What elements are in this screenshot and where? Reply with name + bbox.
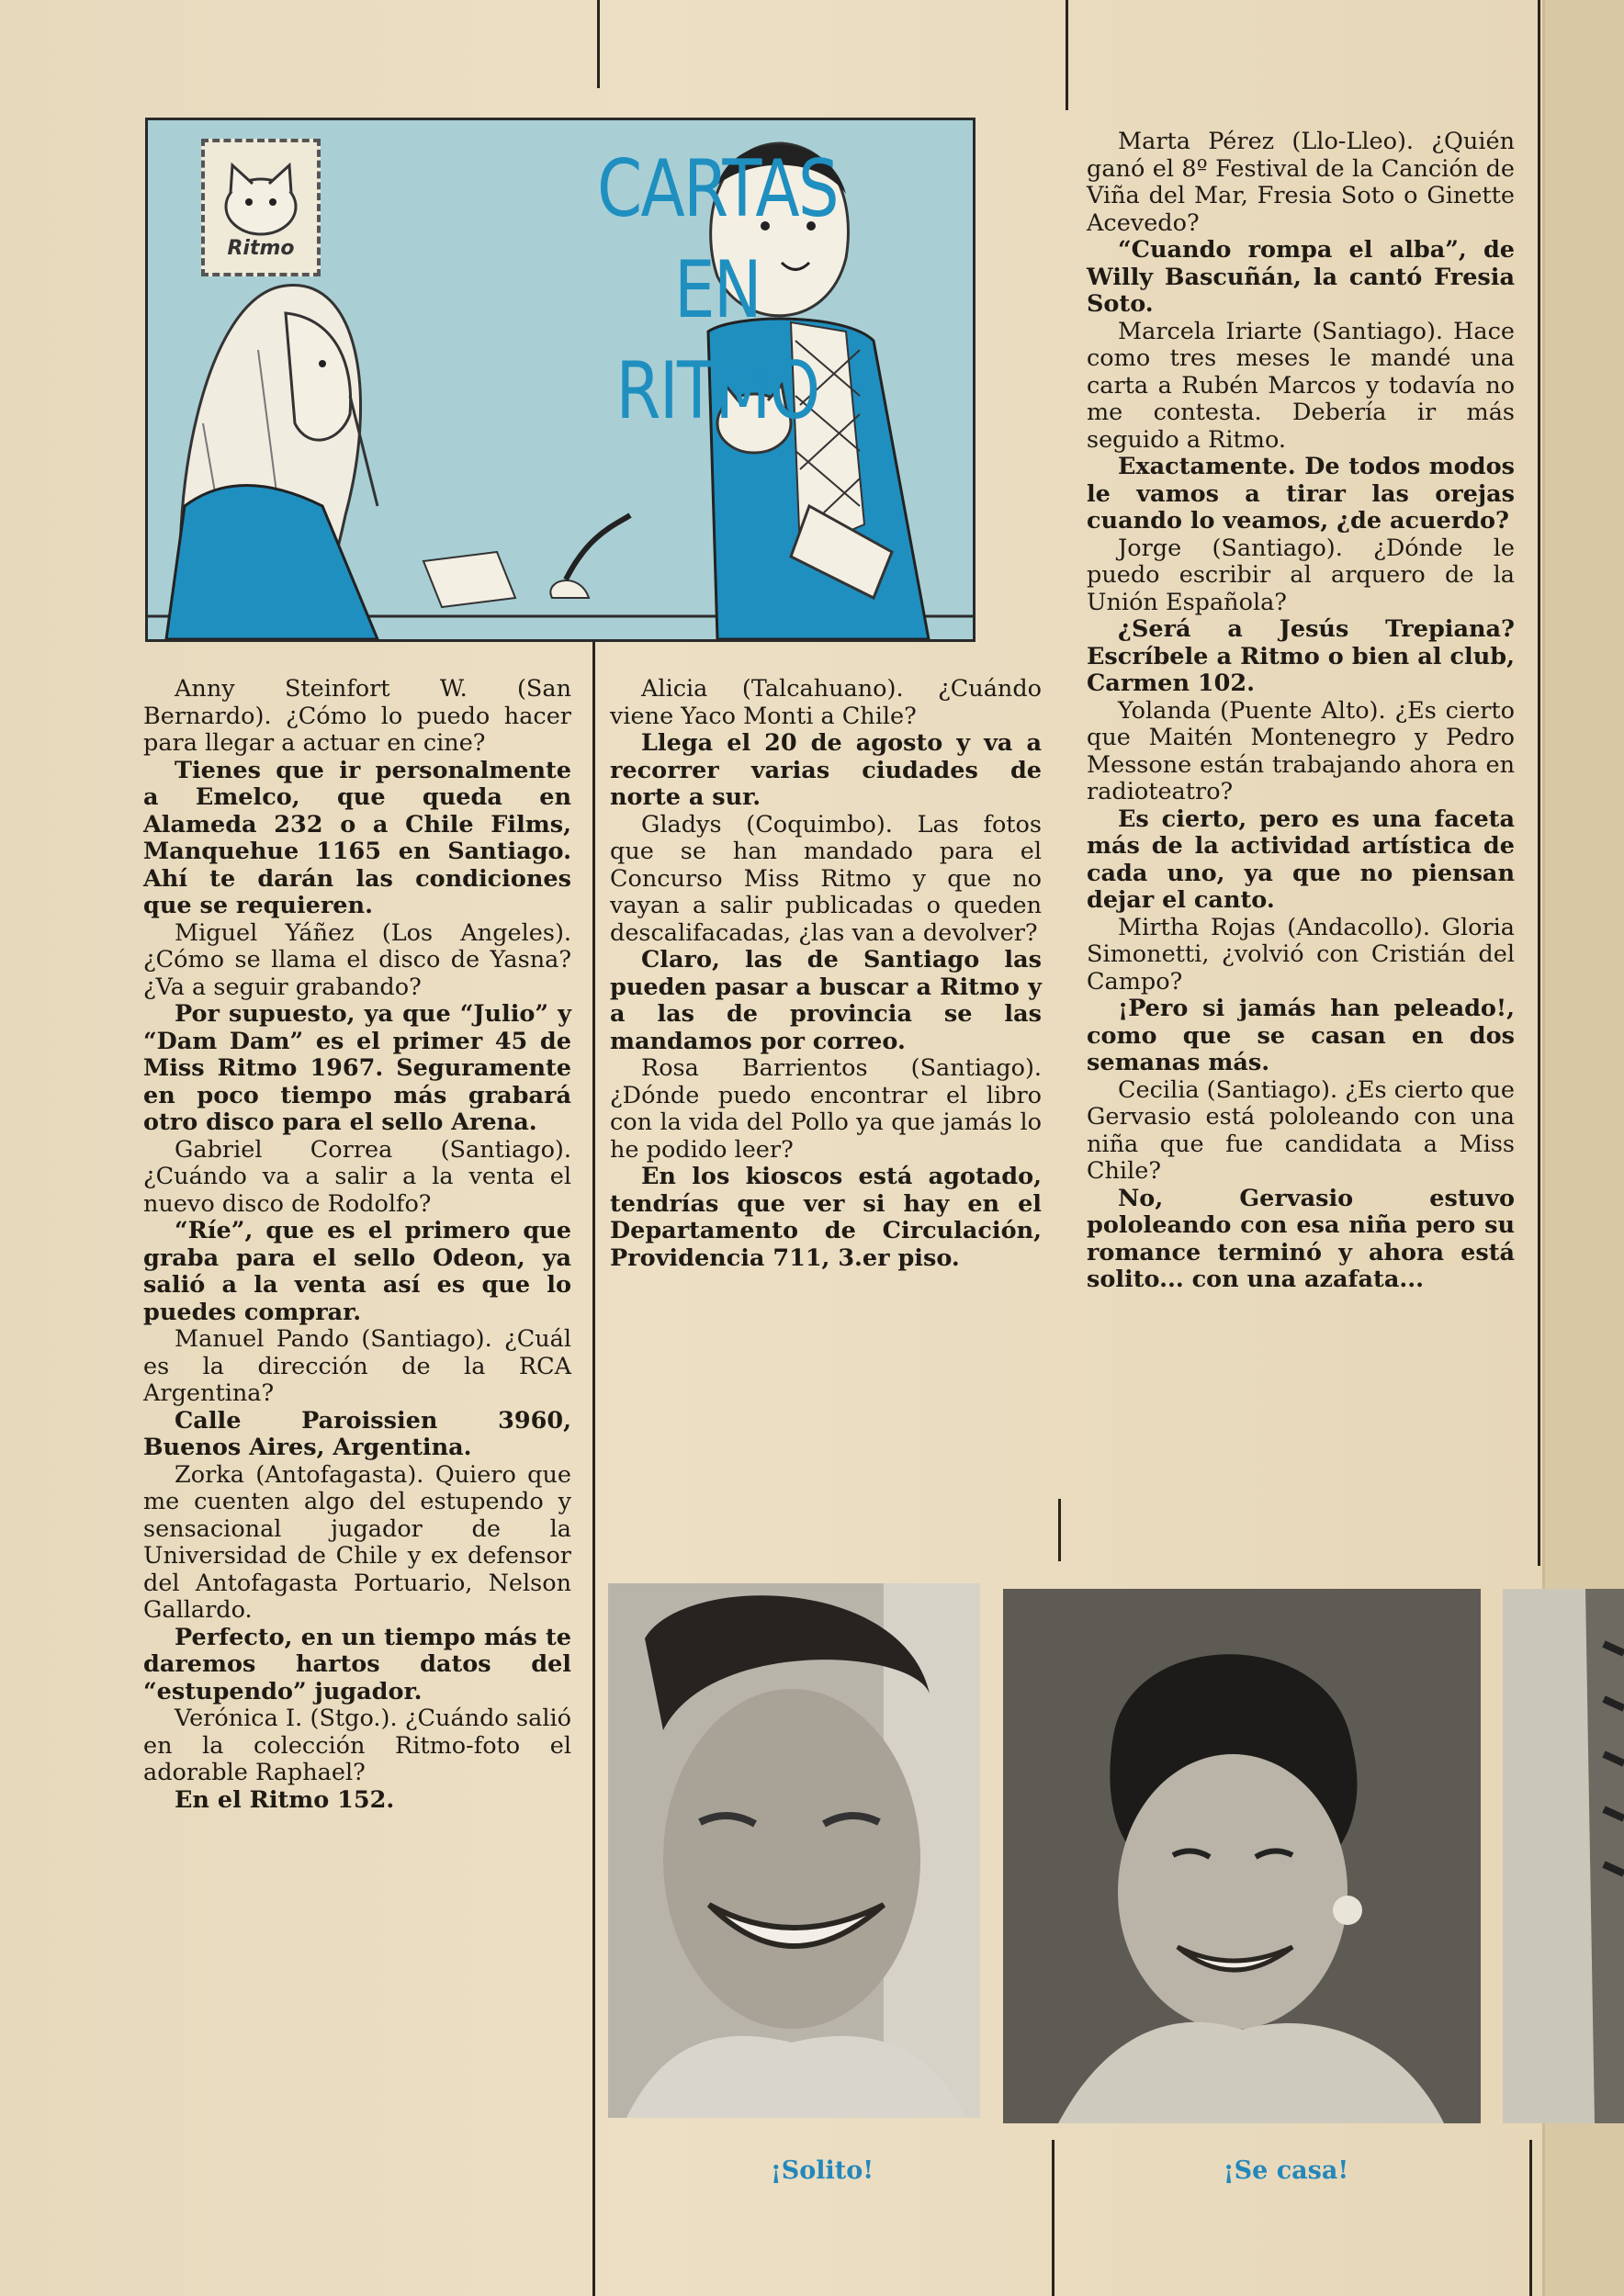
banner-title-line-1: CARTAS (596, 143, 839, 235)
caption-solito: ¡Solito! (770, 2156, 874, 2185)
banner-title (590, 139, 846, 442)
stamp-label: Ritmo (227, 237, 295, 260)
cartas-en-ritmo-banner (145, 118, 976, 642)
letter-answer: Por supuesto, ya que “Julio” y “Dam Dam” es el primer 45 de Miss Ritmo 1967. Seguramente en poco tiempo más grabará otro disco para el sello Arena. (143, 1000, 571, 1136)
ritmo-stamp-logo (201, 139, 321, 276)
letter-question: Alicia (Talcahuano). ¿Cuándo viene Yaco Monti a Chile? (610, 675, 1042, 730)
letter-question: Cecilia (Santiago). ¿Es cierto que Gervasio está pololeando con una niña que fue candidata a Miss Chile? (1087, 1075, 1515, 1185)
photo-woman-drawing (1003, 1589, 1481, 2123)
top-divider-right (1066, 0, 1068, 110)
letter-answer: ¡Pero si jamás han peleado!, como que se casan en dos semanas más. (1087, 995, 1515, 1076)
photo-partial-edge (1503, 1589, 1624, 2123)
letter-answer: “Cuando rompa el alba”, de Willy Bascuñán, la cantó Fresia Soto. (1087, 236, 1515, 318)
letter-question: Marcela Iriarte (Santiago). Hace como tres meses le mandé una carta a Rubén Marcos y todavía no me contesta. Debería ir más seguido a Ritmo. (1087, 317, 1515, 454)
photo-partial-drawing (1503, 1589, 1624, 2123)
column-3 (1087, 129, 1515, 1294)
letter-question: Rosa Barrientos (Santiago). ¿Dónde puedo encontrar el libro con la vida del Pollo ya que jamás lo he podido leer? (610, 1054, 1042, 1164)
column-2 (610, 676, 1042, 1272)
letter-answer: Exactamente. De todos modos le vamos a tirar las orejas cuando lo veamos, ¿de acuerdo? (1087, 453, 1515, 535)
photo-smiling-woman (1003, 1589, 1481, 2123)
letter-answer: ¿Será a Jesús Trepiana? Escríbele a Ritmo o bien al club, Carmen 102. (1087, 615, 1515, 697)
letter-question: Miguel Yáñez (Los Angeles). ¿Cómo se llama el disco de Yasna? ¿Va a seguir grabando? (143, 918, 571, 1001)
top-divider-left (597, 0, 600, 88)
letter-question: Anny Steinfort W. (San Bernardo). ¿Cómo lo puedo hacer para llegar a actuar en cine? (143, 675, 571, 757)
letter-question: Mirtha Rojas (Andacollo). Gloria Simonetti, ¿volvió con Cristián del Campo? (1087, 913, 1515, 996)
letter-question: Zorka (Antofagasta). Quiero que me cuenten algo del estupendo y sensacional jugador de la Universidad de Chile y ex defensor del Antofagasta Portuario, Nelson Gallardo. (143, 1460, 571, 1624)
letter-question: Verónica I. (Stgo.). ¿Cuándo salió en la colección Ritmo-foto el adorable Raphael? (143, 1705, 571, 1786)
caption-divider (1052, 2140, 1054, 2296)
column-divider-2 (1058, 1499, 1061, 1561)
letter-answer: En los kioscos está agotado, tendrías que ver si hay en el Departamento de Circulación, Providencia 711, 3.er piso. (610, 1163, 1042, 1272)
letter-answer: “Ríe”, que es el primero que graba para el sello Odeon, ya salió a la venta así es que lo puedes comprar. (143, 1217, 571, 1326)
caption-divider-right (1529, 2140, 1532, 2296)
letter-answer: No, Gervasio estuvo pololeando con esa niña pero su romance terminó y ahora está solito... con una azafata... (1087, 1184, 1515, 1293)
column-divider-1 (592, 637, 595, 2296)
letter-answer: Perfecto, en un tiempo más te daremos hartos datos del “estupendo” jugador. (143, 1623, 571, 1705)
letter-question: Jorge (Santiago). ¿Dónde le puedo escribir al arquero de la Unión Española? (1087, 534, 1515, 616)
photo-smiling-young-man (608, 1583, 980, 2118)
letter-answer: Claro, las de Santiago las pueden pasar a buscar a Ritmo y a las de provincia se las mandamos por correo. (610, 946, 1042, 1055)
cat-icon (205, 152, 317, 243)
column-1 (143, 676, 571, 1814)
banner-title-line-3: RITMO (615, 345, 819, 437)
banner-title-line-2: EN (673, 244, 761, 336)
letter-answer: Es cierto, pero es una faceta más de la actividad artística de cada uno, ya que no piensan dejar el canto. (1087, 805, 1515, 914)
letter-answer: En el Ritmo 152. (175, 1785, 395, 1814)
letter-question: Gabriel Correa (Santiago). ¿Cuándo va a salir a la venta el nuevo disco de Rodolfo? (143, 1135, 571, 1218)
letter-question: Yolanda (Puente Alto). ¿Es cierto que Maitén Montenegro y Pedro Messone están trabajando ahora en radioteatro? (1087, 696, 1515, 805)
letter-question: Marta Pérez (Llo-Lleo). ¿Quién ganó el 8º Festival de la Canción de Viña del Mar, Fresia Soto o Ginette Acevedo? (1087, 128, 1515, 237)
photo-man-drawing (608, 1583, 980, 2118)
letter-answer: Llega el 20 de agosto y va a recorrer varias ciudades de norte a sur. (610, 729, 1042, 811)
letter-answer: Calle Paroissien 3960, Buenos Aires, Argentina. (143, 1406, 571, 1461)
right-margin-rule (1538, 0, 1540, 1566)
caption-se-casa: ¡Se casa! (1223, 2156, 1349, 2185)
letter-question: Gladys (Coquimbo). Las fotos que se han mandado para el Concurso Miss Ritmo y que no vayan a salir publicadas o queden descalifacadas, ¿las van a devolver? (610, 810, 1042, 947)
letter-answer: Tienes que ir personalmente a Emelco, que queda en Alameda 232 o a Chile Films, Manquehue 1165 en Santiago. Ahí te darán las condiciones que se requieren. (143, 756, 571, 919)
letter-question: Manuel Pando (Santiago). ¿Cuál es la dirección de la RCA Argentina? (143, 1325, 571, 1407)
